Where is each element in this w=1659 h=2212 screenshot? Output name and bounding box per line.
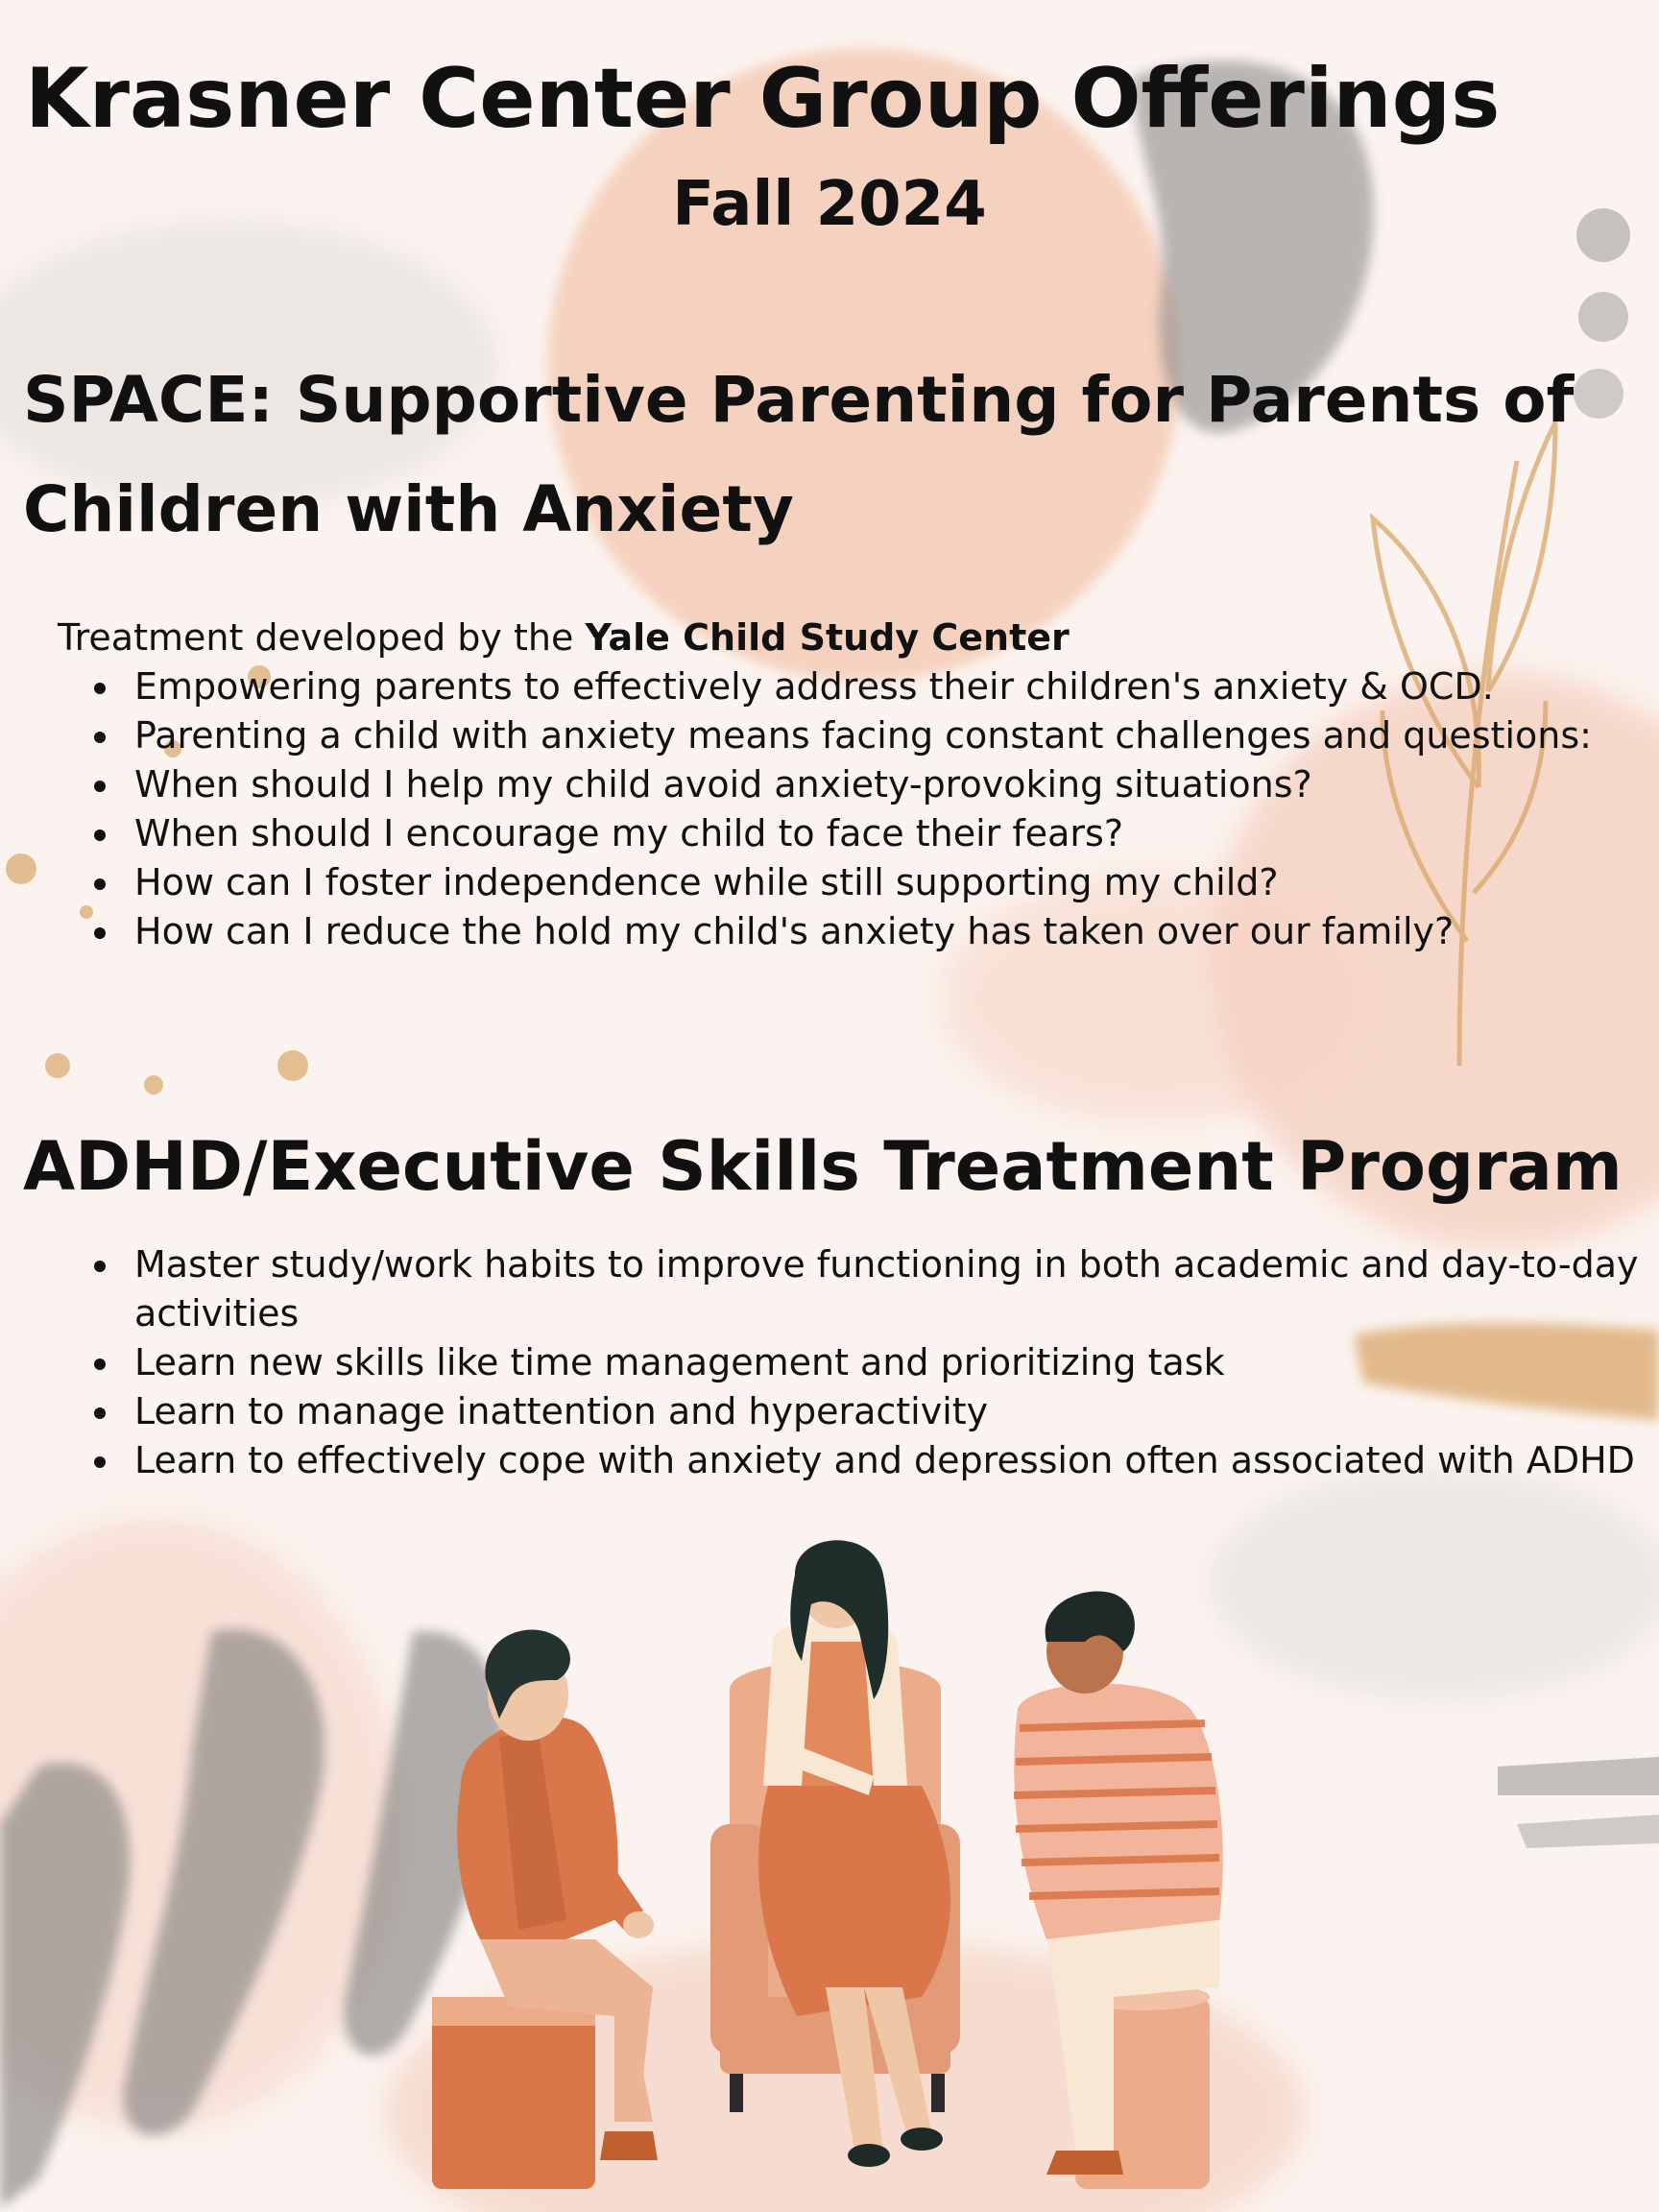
therapy-group-illustration (422, 1536, 1267, 2212)
seated-man-left (432, 1629, 658, 2189)
list-item: When should I encourage my child to face their fears? (134, 809, 1659, 858)
term-subtitle (0, 161, 1659, 248)
list-item: Empowering parents to effectively address their children's anxiety & OCD. (134, 662, 1659, 711)
page-title: Krasner Center Group Offerings (25, 51, 1501, 147)
space-bullet-list (58, 662, 1659, 956)
adhd-heading: ADHD/Executive Skills Treatment Program (23, 1127, 1623, 1206)
list-item: How can I foster independence while still supporting my child? (134, 858, 1659, 907)
list-item: Learn to manage inattention and hyperactivity (134, 1387, 1659, 1436)
list-item: Learn to effectively cope with anxiety and depression often associated with ADHD (134, 1436, 1659, 1485)
list-item: Learn new skills like time management and prioritizing task (134, 1338, 1659, 1387)
seated-boy-right (1014, 1591, 1223, 2189)
space-heading: SPACE: Supportive Parenting for Parents of Children with Anxiety (23, 363, 1575, 546)
adhd-bullet-list (58, 1240, 1659, 1485)
term-label: Fall 2024 (672, 169, 987, 240)
list-item: Parenting a child with anxiety means facing constant challenges and questions: (134, 711, 1659, 760)
space-intro-org: Yale Child Study Center (585, 616, 1070, 659)
space-intro (58, 611, 1070, 664)
list-item: How can I reduce the hold my child's anxiety has taken over our family? (134, 907, 1659, 956)
space-intro-prefix: Treatment developed by the (58, 616, 586, 659)
list-item: When should I help my child avoid anxiety-provoking situations? (134, 760, 1659, 809)
seated-woman-center (710, 1540, 960, 2167)
list-item: Master study/work habits to improve functioning in both academic and day-to-day activities (134, 1240, 1659, 1338)
